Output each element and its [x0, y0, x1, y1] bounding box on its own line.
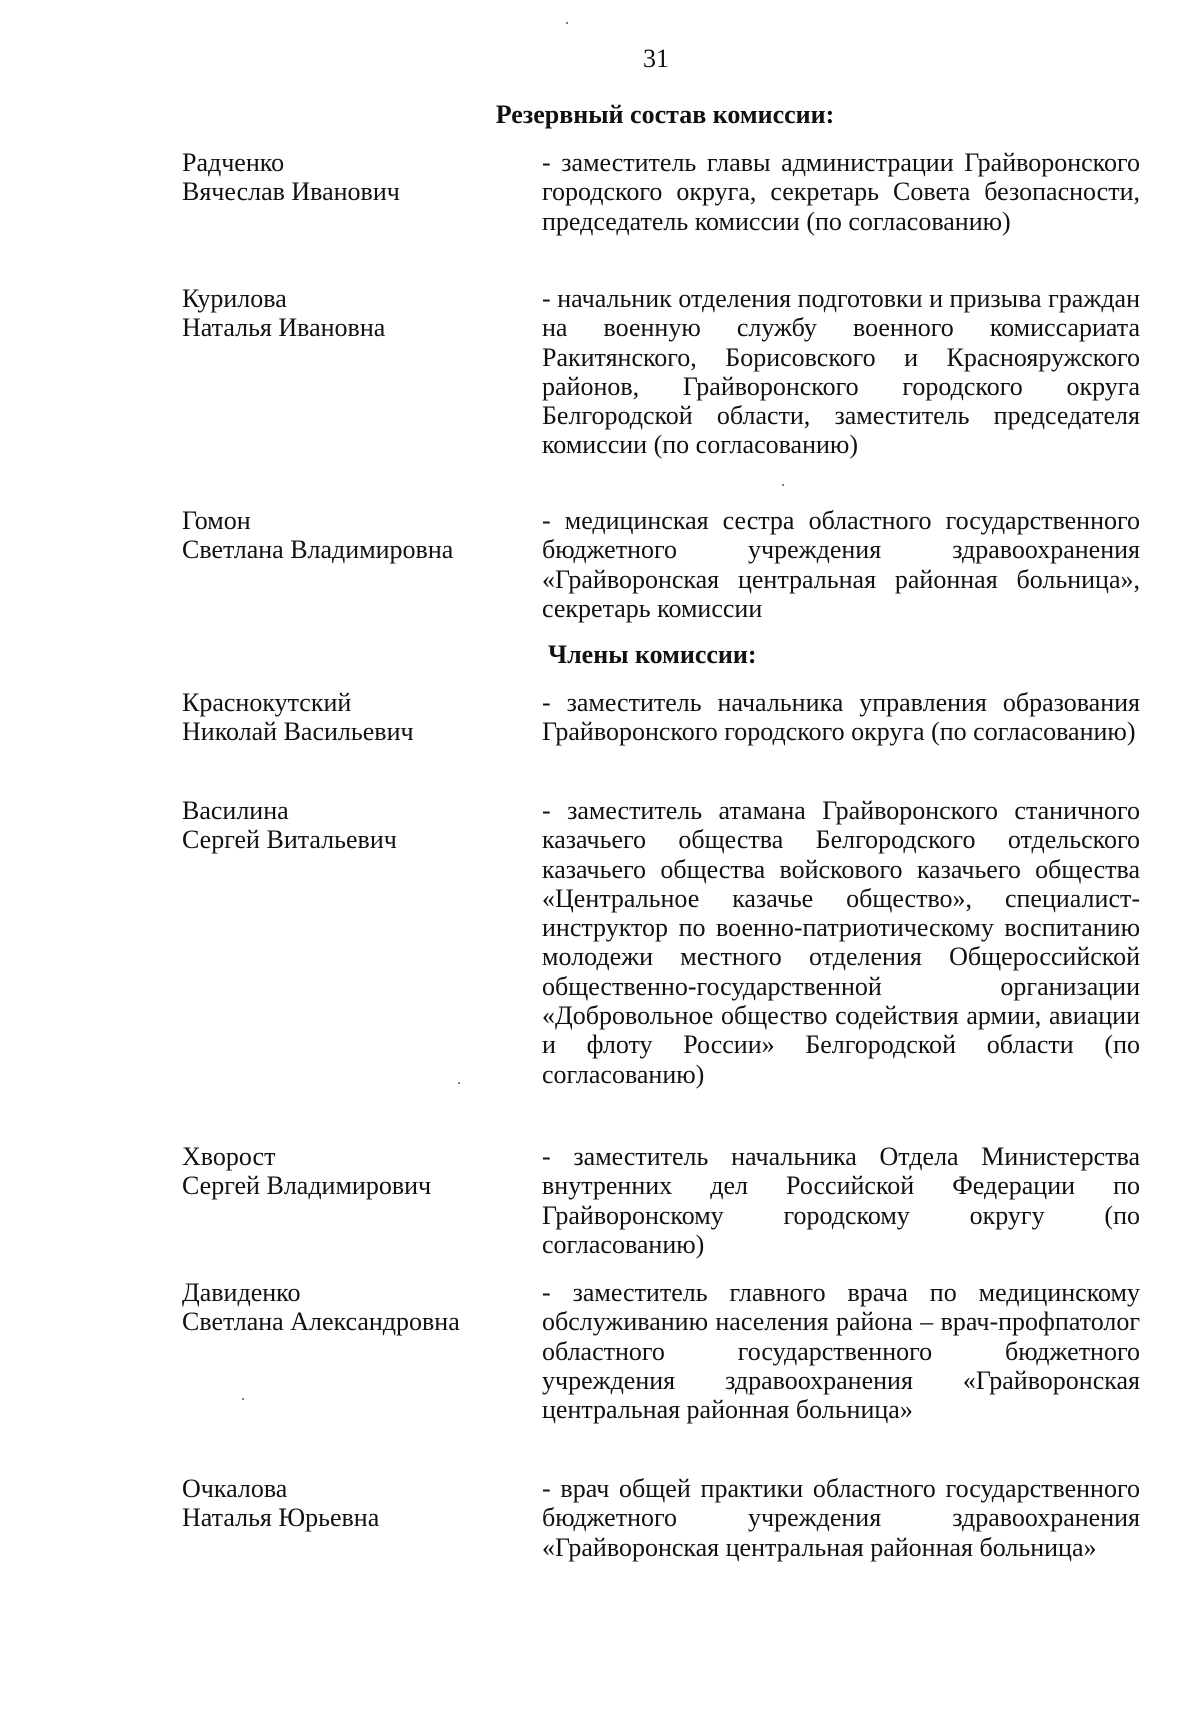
surname: Курилова: [182, 284, 287, 313]
given-name: Сергей Владимирович: [182, 1171, 432, 1201]
scan-speck: [458, 1082, 460, 1084]
given-name: Сергей Витальевич: [182, 825, 397, 855]
surname: Гомон: [182, 506, 251, 535]
given-name: Вячеслав Иванович: [182, 177, 400, 207]
person-name: [182, 796, 522, 855]
given-name: Светлана Владимировна: [182, 535, 454, 565]
surname: Василина: [182, 796, 289, 825]
person-name: [182, 1142, 522, 1201]
position-description: - заместитель атамана Грайворонского станичного казачьего общества Белгородского отдельского казачьего общества войскового казачьего общества «Центральное казачье общество», специалист-инструктор по военно-патриотическому воспитанию молодежи местного отделения Общероссийской общественно-государственной организации «Добровольное общество содействия армии, авиации и флоту России» Белгородской области (по согласованию): [542, 796, 1140, 1089]
surname: Краснокутский: [182, 688, 352, 717]
members-heading: Члены комиссии:: [548, 640, 757, 669]
surname: Радченко: [182, 148, 285, 177]
given-name: Наталья Юрьевна: [182, 1503, 380, 1533]
person-name: [182, 688, 522, 747]
person-name: [182, 1474, 522, 1533]
given-name: Светлана Александровна: [182, 1307, 460, 1337]
surname: Хворост: [182, 1142, 276, 1171]
surname: Давиденко: [182, 1278, 301, 1307]
position-description: - заместитель начальника управления образования Грайворонского городского округа (по согласованию): [542, 688, 1140, 747]
scan-speck: [566, 22, 568, 24]
surname: Очкалова: [182, 1474, 288, 1503]
page-number: 31: [643, 44, 669, 73]
given-name: Николай Васильевич: [182, 717, 414, 747]
position-description: - заместитель главного врача по медицинскому обслуживанию населения района – врач-профпатолог областного государственного бюджетного учреждения здравоохранения «Грайворонская центральная районная больница»: [542, 1278, 1140, 1425]
person-name: [182, 1278, 522, 1337]
reserve-composition-heading: Резервный состав комиссии:: [495, 100, 835, 129]
person-name: [182, 506, 522, 565]
given-name: Наталья Ивановна: [182, 313, 386, 343]
person-name: [182, 284, 522, 343]
scan-speck: [782, 484, 784, 486]
position-description: - начальник отделения подготовки и призыва граждан на военную службу военного комиссариата Ракитянского, Борисовского и Краснояружского районов, Грайворонского городского округа Белгородской области, заместитель председателя комиссии (по согласованию): [542, 284, 1140, 460]
scan-speck: [242, 1398, 244, 1400]
position-description: - врач общей практики областного государственного бюджетного учреждения здравоохранения «Грайворонская центральная районная больница»: [542, 1474, 1140, 1562]
position-description: - заместитель главы администрации Грайворонского городского округа, секретарь Совета безопасности, председатель комиссии (по согласованию): [542, 148, 1140, 236]
person-name: [182, 148, 522, 207]
position-description: - медицинская сестра областного государственного бюджетного учреждения здравоохранения «Грайворонская центральная районная больница», секретарь комиссии: [542, 506, 1140, 623]
position-description: - заместитель начальника Отдела Министерства внутренних дел Российской Федерации по Грайворонскому городскому округу (по согласованию): [542, 1142, 1140, 1259]
